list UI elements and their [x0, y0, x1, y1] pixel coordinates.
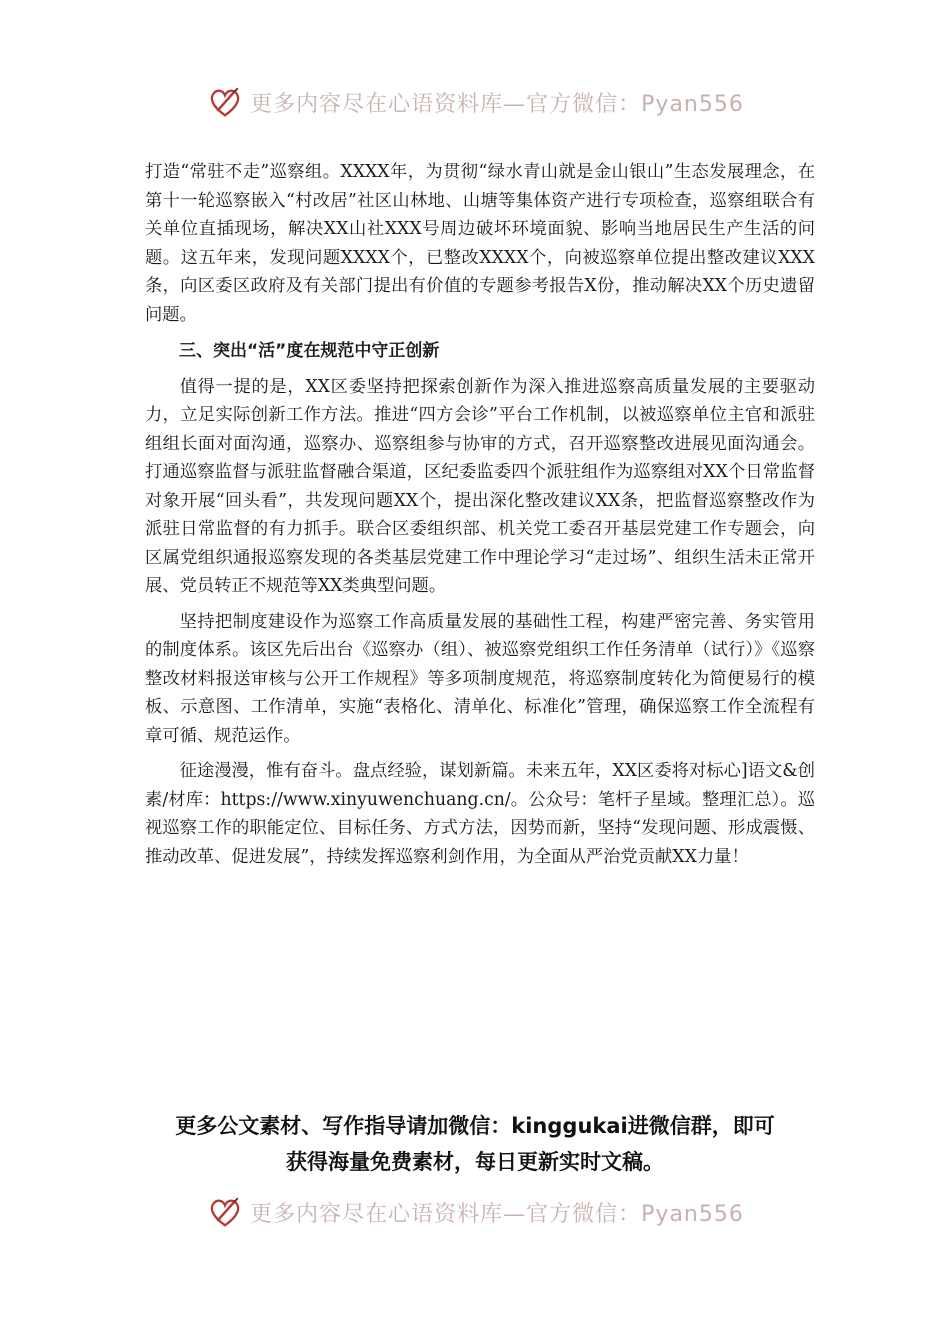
paragraph-innovation: 值得一提的是，XX区委坚持把探索创新作为深入推进巡察高质量发展的主要驱动力，立足实际创新工作方法。推进“四方会诊”平台工作机制，以被巡察单位主官和派驻组组长面对面沟通，巡察办、巡察组参与协审的方式，召开巡察整改进展见面沟通会。打通巡察监督与派驻监督融合渠道，区纪委监委四个派驻组作为巡察组对XX个日常监督对象开展“回头看”，共发现问题XX个，提出深化整改建议XX条，把监督巡察整改作为派驻日常监督的有力抓手。联合区委组织部、机关党工委召开基层党建工作专题会，向区属党组织通报巡察发现的各类基层党建工作中理论学习“走过场”、组织生活未正常开展、党员转正不规范等XX类典型问题。 [145, 376, 815, 596]
promo-notice [0, 1108, 950, 1180]
heart-pen-logo-icon [206, 83, 244, 121]
paragraph-institution: 坚持把制度建设作为巡察工作高质量发展的基础性工程，构建严密完善、务实管用的制度体系。该区先后出台《巡察办（组）、被巡察党组织工作任务清单（试行）》《巡察整改材料报送审核与公开工作规程》等多项制度规范，将巡察制度转化为简便易行的模板、示意图、工作清单，实施“表格化、清单化、标准化”管理，确保巡察工作全流程有章可循、规范运作。 [145, 611, 815, 746]
paragraph-continuation: 打造“常驻不走”巡察组。XXXX年，为贯彻“绿水青山就是金山银山”生态发展理念，在第十一轮巡察嵌入“村改居”社区山林地、山塘等集体资产进行专项检查，巡察组联合有关单位直插现场，解决XX山社XXX号周边破坏环境面貌、影响当地居民生产生活的问题。这五年来，发现问题XXXX个，已整改XXXX个，向被巡察单位提出整改建议XXX条，向区委区政府及有关部门提出有价值的专题参考报告X份，推动解决XX个历史遗留问题。 [145, 162, 815, 325]
banner-slogan: 更多内容尽在心语资料库—官方微信： [250, 1201, 642, 1227]
banner-wechat-id: Pyan556 [641, 1201, 744, 1227]
document-body [145, 158, 815, 871]
banner-slogan: 更多内容尽在心语资料库—官方微信： [250, 91, 642, 117]
footer-banner [0, 1190, 950, 1234]
promo-line-2: 获得海量免费素材，每日更新实时文稿。 [286, 1150, 664, 1174]
promo-line-1: 更多公文素材、写作指导请加微信：kinggukai进微信群，即可 [175, 1114, 775, 1138]
heart-pen-logo-icon [206, 1193, 244, 1231]
banner-text [250, 87, 744, 118]
section-heading: 三、突出“活”度在规范中守正创新 [179, 341, 440, 361]
header-banner [0, 80, 950, 124]
banner-text [250, 1197, 744, 1228]
paragraph-outlook: 征途漫漫，惟有奋斗。盘点经验，谋划新篇。未来五年，XX区委将对标心]语文&创素/材库：https://www.xinyuwenchuang.cn/。公众号：笔杆子星域。整理汇总）。巡视巡察工作的职能定位、目标任务、方式方法，因势而新，坚持“发现问题、形成震慑、推动改革、促进发展”，持续发挥巡察利剑作用，为全面从严治党贡献XX力量！ [145, 761, 815, 867]
banner-wechat-id: Pyan556 [641, 91, 744, 117]
